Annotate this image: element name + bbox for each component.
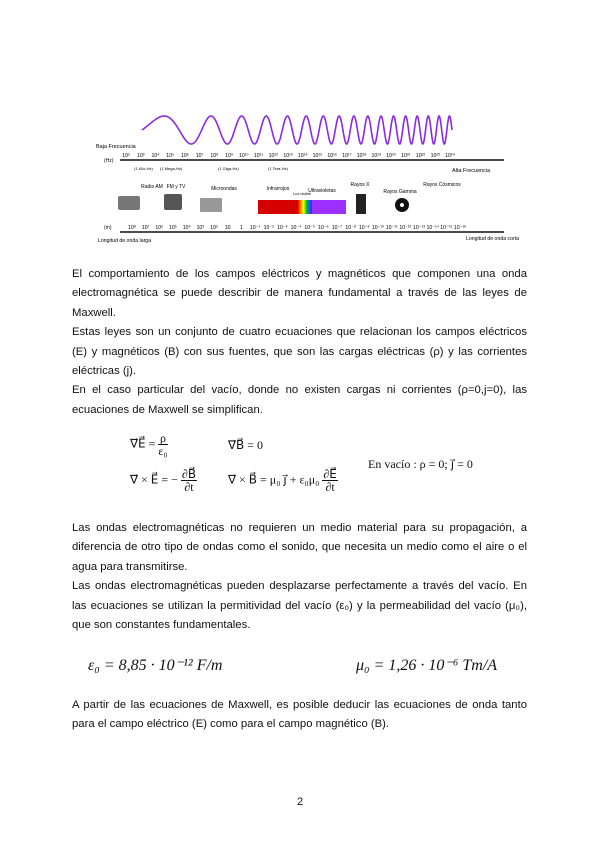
wave-tick-5: 10³: [196, 225, 205, 231]
em-spectrum-figure: [96, 108, 520, 256]
maxwell-eq-gauss-b: ∇⃗B⃗ = 0: [228, 438, 264, 452]
ultraviolet-bar: [312, 200, 346, 214]
high-freq-label: Alta Frecuencia: [452, 168, 491, 174]
band-label-1: FM y TV: [166, 184, 186, 190]
freq-tick-5: 10⁷: [195, 153, 204, 159]
wave-tick-7: 10: [224, 225, 231, 231]
wave-tick-0: 10⁸: [128, 225, 136, 231]
wave-tick-19: 10⁻¹¹: [385, 225, 398, 231]
freq-tick-11: 10¹³: [283, 153, 293, 159]
xray-icon: [356, 194, 366, 214]
frequency-sub-labels: [134, 166, 289, 171]
wave-tick-17: 10⁻⁹: [358, 225, 370, 231]
freq-tick-20: 10²²: [415, 153, 426, 159]
paragraph-5: Las ondas electromagnéticas pueden desplazarse perfectamente a través del vacío. En las ecuaciones se utilizan la permitividad del vacío (ε₀) y la permeabilidad del vacío (μ₀), que son constantes fundamentales.: [72, 580, 527, 632]
wavelength-ticks: [128, 225, 466, 231]
maxwell-eq-gauss-e: ∇⃗E⃗ = $\frac{\rho}{\text{ε₀}}$: [130, 431, 168, 458]
band-label-3: Infrarrojos: [266, 186, 290, 192]
freq-tick-21: 10²³: [430, 153, 440, 159]
wave-tick-18: 10⁻¹⁰: [371, 225, 385, 231]
wave-tick-13: 10⁻⁵: [304, 225, 316, 231]
intro-paragraphs: [72, 265, 527, 420]
freq-sub-1: (1 Mega-Hz): [160, 166, 183, 171]
band-labels: [141, 182, 461, 196]
freq-tick-18: 10²⁰: [386, 153, 396, 159]
radio-icon: [118, 196, 140, 210]
wave-tick-12: 10⁻⁴: [290, 225, 302, 231]
wave-tick-1: 10⁷: [141, 225, 150, 231]
freq-tick-16: 10¹⁸: [356, 153, 367, 159]
freq-tick-9: 10¹¹: [253, 153, 264, 159]
paragraph-4: Las ondas electromagnéticas no requieren un medio material para su propagación, a diferencia de otro tipo de ondas como el sonido, que necesita un medio como el aire o el agua para transmitirse.: [72, 522, 527, 573]
wave-tick-4: 10⁴: [182, 225, 191, 231]
wave-tick-21: 10⁻¹³: [413, 225, 425, 231]
freq-tick-14: 10¹⁶: [327, 153, 338, 159]
freq-tick-0: 10²: [122, 153, 130, 159]
epsilon-constant: ε₀ = 8,85 · 10⁻¹² F/m: [88, 657, 223, 674]
short-wave-label: Longitud de onda corta: [466, 236, 520, 242]
low-freq-label: Baja Frecuencia: [96, 144, 136, 150]
page-number: 2: [296, 796, 304, 808]
band-label-2: Microondas: [211, 186, 237, 192]
freq-tick-8: 10¹⁰: [239, 153, 249, 159]
freq-tick-15: 10¹⁷: [342, 153, 352, 159]
freq-tick-17: 10¹⁹: [371, 153, 382, 159]
wave-tick-9: 10⁻¹: [249, 225, 261, 231]
wave-tick-3: 10⁵: [169, 225, 177, 231]
maxwell-eq-ampere: ∇⃗ × B⃗ = μ₀ j⃗ + ε₀μ₀ $\frac{\partial E⃗}{\partial t}$: [228, 467, 337, 494]
band-label-5: Ultravioletas: [308, 188, 336, 194]
wave-tick-10: 10⁻²: [263, 225, 274, 231]
mu-constant: μ₀ = 1,26 · 10⁻⁶ Tm/A: [356, 657, 498, 674]
band-label-7: Rayos Gamma: [383, 189, 417, 195]
frequency-ticks: [122, 153, 455, 159]
spectrum-diagram: [96, 108, 520, 256]
paragraph-2: Estas leyes son un conjunto de cuatro ecuaciones que relacionan los campos eléctricos (E) y magnéticos (B) con sus fuentes, que son las cargas eléctricas (ρ) y las corrientes eléctricas (j).: [72, 326, 527, 378]
paragraph-6: A partir de las ecuaciones de Maxwell, es posible deducir las ecuaciones de onda tanto para el campo eléctrico (E) como para el campo magnético (B).: [72, 699, 527, 731]
freq-tick-12: 10¹⁴: [297, 153, 308, 159]
freq-tick-4: 10⁶: [180, 153, 189, 159]
freq-sub-2: (1 Giga-Hz): [218, 166, 239, 171]
wave-tick-23: 10⁻¹⁵: [440, 225, 453, 231]
freq-tick-13: 10¹⁵: [312, 153, 323, 159]
freq-tick-19: 10²¹: [401, 153, 411, 159]
wave-tick-6: 10²: [210, 225, 218, 231]
wave-tick-11: 10⁻³: [277, 225, 288, 231]
m-label: (m): [104, 225, 112, 231]
wave-tick-24: 10⁻¹⁶: [453, 225, 467, 231]
band-label-0: Radio AM: [141, 184, 163, 190]
freq-tick-2: 10⁴: [151, 153, 160, 159]
paragraph-3: En el caso particular del vacío, donde no existen cargas ni corrientes (ρ=0,j=0), las ecuaciones de Maxwell se simplifican.: [72, 384, 527, 416]
wave-tick-16: 10⁻⁸: [345, 225, 357, 231]
band-label-6: Rayos X: [350, 182, 370, 188]
body-paragraphs: [72, 519, 527, 635]
paragraph-1: El comportamiento de los campos eléctricos y magnéticos que componen una onda electromagnética se puede describir de manera fundamental a través de las leyes de Maxwell.: [72, 268, 527, 319]
freq-tick-22: 10²⁴: [445, 153, 455, 159]
band-label-8: Rayos Cósmicos: [423, 182, 461, 188]
infrared-bar: [258, 200, 298, 214]
vacuum-condition: En vacío : ρ = 0; j⃗ = 0: [368, 457, 473, 471]
wave-tick-8: 1: [239, 225, 243, 231]
maxwell-eq-faraday: ∇⃗ × E⃗ = − $\frac{\partial B⃗}{\partial t}$: [130, 467, 197, 494]
frequency-wave: [142, 116, 452, 144]
band-label-4: Luz visible: [293, 192, 311, 196]
freq-tick-7: 10⁹: [225, 153, 234, 159]
freq-tick-1: 10³: [136, 153, 145, 159]
freq-sub-0: (1 Kilo-Hz): [134, 166, 153, 171]
long-wave-label: Longitud de onda larga: [98, 238, 152, 244]
visible-bar: [298, 200, 312, 214]
wave-tick-2: 10⁶: [155, 225, 164, 231]
microwave-icon: [200, 198, 222, 212]
freq-tick-6: 10⁸: [210, 153, 219, 159]
tv-icon: [164, 194, 182, 210]
freq-sub-3: (1 Tera-Hz): [268, 166, 288, 171]
hz-label: (Hz): [104, 158, 114, 164]
freq-tick-3: 10⁵: [166, 153, 175, 159]
wave-tick-15: 10⁻⁷: [331, 225, 343, 231]
freq-tick-10: 10¹²: [268, 153, 278, 159]
closing-paragraph: [72, 696, 527, 735]
wave-tick-14: 10⁻⁶: [317, 225, 329, 231]
wave-tick-22: 10⁻¹⁴: [426, 225, 439, 231]
wave-tick-20: 10⁻¹²: [399, 225, 412, 231]
